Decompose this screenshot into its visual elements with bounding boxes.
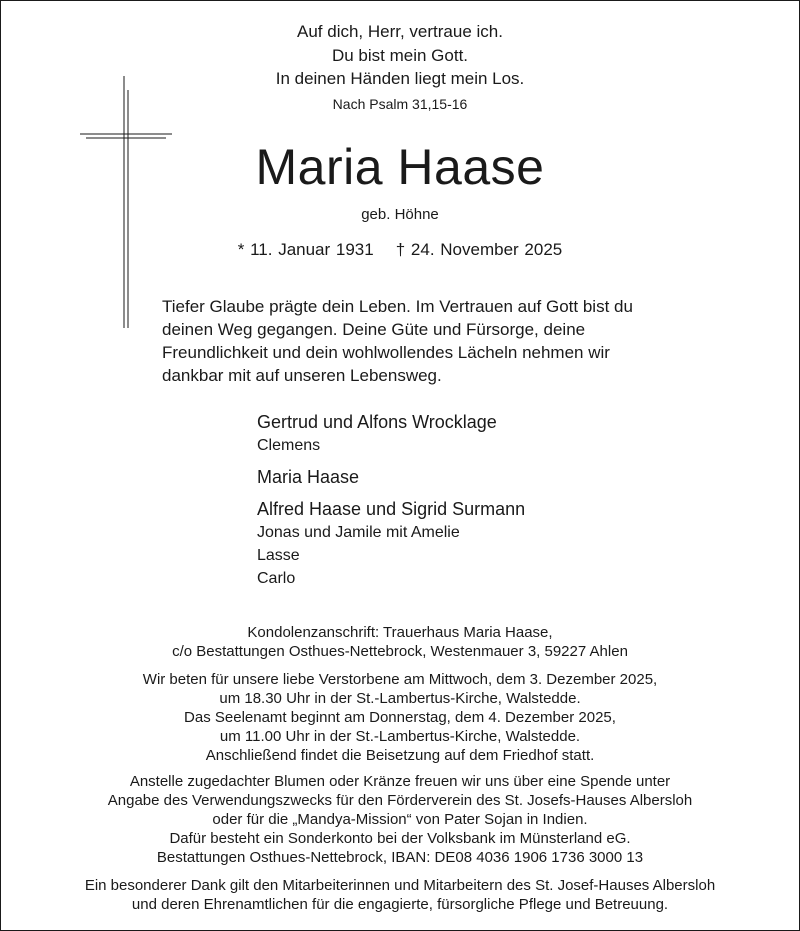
birth-date: * 11. Januar 1931 bbox=[237, 240, 374, 259]
donation-note bbox=[0, 772, 800, 867]
verse-line: Auf dich, Herr, vertraue ich. bbox=[297, 22, 503, 41]
death-date: † 24. November 2025 bbox=[395, 240, 563, 259]
mourner-group bbox=[257, 497, 525, 590]
thanks-note bbox=[0, 876, 800, 914]
service-details bbox=[0, 670, 800, 765]
mourners-list bbox=[257, 410, 525, 598]
mourner-member: Carlo bbox=[257, 570, 296, 587]
mourner-member: Jonas und Jamile mit Amelie bbox=[257, 524, 460, 541]
info-line: Bestattungen Osthues-Nettebrock, IBAN: DE08 4036 1906 1736 3000 13 bbox=[156, 849, 644, 866]
deceased-name: Maria Haase bbox=[255, 139, 545, 195]
verse-line: In deinen Händen liegt mein Los. bbox=[275, 69, 525, 88]
life-dates bbox=[0, 240, 800, 260]
mourner-group bbox=[257, 465, 525, 489]
mourner-lead: Gertrud und Alfons Wrocklage bbox=[257, 412, 497, 432]
tribute-line: Freundlichkeit und dein wohlwollendes Lächeln nehmen wir bbox=[162, 343, 610, 362]
info-line: Anstelle zugedachter Blumen oder Kränze freuen wir uns über eine Spende unter bbox=[129, 773, 671, 790]
info-line: Ein besonderer Dank gilt den Mitarbeiterinnen und Mitarbeitern des St. Josef-Hauses Albersloh bbox=[84, 877, 716, 894]
tribute-line: deinen Weg gegangen. Deine Güte und Fürsorge, deine bbox=[162, 320, 586, 339]
info-line: Angabe des Verwendungszwecks für den Förderverein des St. Josefs-Hauses Albersloh bbox=[107, 792, 693, 809]
mourner-member: Lasse bbox=[257, 547, 300, 564]
condolence-address bbox=[0, 623, 800, 661]
verse-source: Nach Psalm 31,15-16 bbox=[332, 96, 468, 112]
mourner-member: Clemens bbox=[257, 437, 321, 454]
tribute-line: dankbar mit auf unseren Lebensweg. bbox=[162, 366, 442, 385]
info-line: c/o Bestattungen Osthues-Nettebrock, Westenmauer 3, 59227 Ahlen bbox=[172, 643, 628, 660]
tribute-text bbox=[162, 295, 665, 387]
birth-name: geb. Höhne bbox=[361, 206, 439, 223]
info-line: Anschließend findet die Beisetzung auf dem Friedhof statt. bbox=[205, 747, 595, 764]
info-line: und deren Ehrenamtlichen für die engagierte, fürsorgliche Pflege und Betreuung. bbox=[131, 896, 669, 913]
info-line: Kondolenzanschrift: Trauerhaus Maria Haase, bbox=[247, 624, 553, 641]
info-line: um 11.00 Uhr in der St.-Lambertus-Kirche, Walstedde. bbox=[219, 728, 581, 745]
info-line: Dafür besteht ein Sonderkonto bei der Volksbank im Münsterland eG. bbox=[169, 830, 631, 847]
mourner-group bbox=[257, 410, 525, 457]
info-line: oder für die „Mandya-Mission“ von Pater Sojan in Indien. bbox=[212, 811, 588, 828]
info-line: um 18.30 Uhr in der St.-Lambertus-Kirche, Walstedde. bbox=[219, 690, 581, 707]
info-line: Das Seelenamt beginnt am Donnerstag, dem 4. Dezember 2025, bbox=[184, 709, 616, 726]
bible-verse bbox=[0, 20, 800, 91]
mourner-lead: Alfred Haase und Sigrid Surmann bbox=[257, 499, 526, 519]
info-line: Wir beten für unsere liebe Verstorbene am Mittwoch, dem 3. Dezember 2025, bbox=[142, 671, 658, 688]
tribute-line: Tiefer Glaube prägte dein Leben. Im Vertrauen auf Gott bist du bbox=[162, 297, 633, 316]
cross-icon bbox=[80, 76, 172, 328]
mourner-lead: Maria Haase bbox=[257, 467, 360, 487]
verse-line: Du bist mein Gott. bbox=[331, 45, 469, 65]
